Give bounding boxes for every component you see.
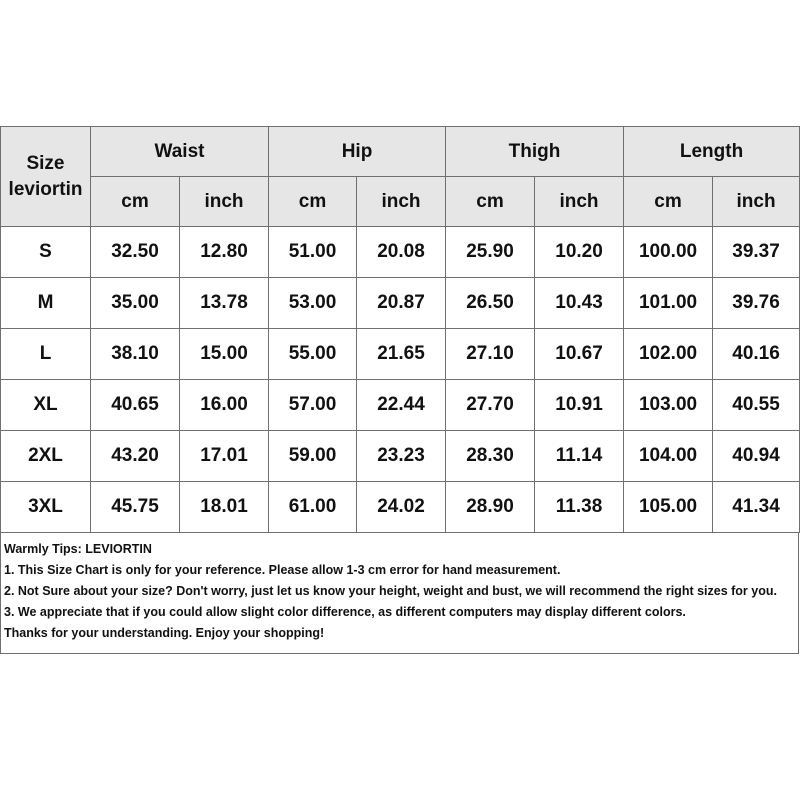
table-cell: 40.65 [91,380,180,431]
table-cell: 41.34 [713,482,800,533]
tips-line: 2. Not Sure about your size? Don't worry, just let us know your height, weight and bust, we will recommend the right sizes for you. [4,584,777,598]
size-header-line1: Size [26,152,65,174]
unit-header: cm [624,177,713,227]
table-cell: 100.00 [624,227,713,278]
tips-line: 3. We appreciate that if you could allow slight color difference, as different computers may display different colors. [4,605,686,619]
table-cell: 20.08 [357,227,446,278]
table-cell: 10.43 [535,278,624,329]
size-cell: 3XL [1,482,91,533]
table-cell: 57.00 [269,380,357,431]
table-cell: 40.55 [713,380,800,431]
table-cell: 28.30 [446,431,535,482]
table-cell: 16.00 [180,380,269,431]
table-cell: 38.10 [91,329,180,380]
table-cell: 12.80 [180,227,269,278]
hip-header: Hip [269,127,446,177]
tips-closing: Thanks for your understanding. Enjoy your shopping! [4,626,325,640]
table-cell: 102.00 [624,329,713,380]
table-cell: 104.00 [624,431,713,482]
table-cell: 35.00 [91,278,180,329]
table-cell: 32.50 [91,227,180,278]
table-row [1,227,800,278]
table-cell: 53.00 [269,278,357,329]
size-cell: L [1,329,91,380]
table-cell: 13.78 [180,278,269,329]
table-cell: 51.00 [269,227,357,278]
table-cell: 55.00 [269,329,357,380]
table-cell: 103.00 [624,380,713,431]
table-cell: 11.38 [535,482,624,533]
size-cell: 2XL [1,431,91,482]
table-cell: 15.00 [180,329,269,380]
size-cell: S [1,227,91,278]
length-header: Length [624,127,800,177]
table-cell: 10.91 [535,380,624,431]
table-cell: 17.01 [180,431,269,482]
size-table [0,126,800,533]
size-cell: XL [1,380,91,431]
table-cell: 105.00 [624,482,713,533]
table-cell: 11.14 [535,431,624,482]
table-cell: 10.20 [535,227,624,278]
unit-header: cm [269,177,357,227]
table-cell: 61.00 [269,482,357,533]
unit-header: inch [357,177,446,227]
table-cell: 18.01 [180,482,269,533]
table-cell: 59.00 [269,431,357,482]
table-row [1,431,800,482]
table-cell: 40.16 [713,329,800,380]
table-cell: 27.10 [446,329,535,380]
table-row [1,278,800,329]
size-header-line2: leviortin [8,178,83,200]
table-cell: 20.87 [357,278,446,329]
table-cell: 26.50 [446,278,535,329]
table-cell: 24.02 [357,482,446,533]
table-cell: 101.00 [624,278,713,329]
unit-header: inch [535,177,624,227]
size-cell: M [1,278,91,329]
table-cell: 21.65 [357,329,446,380]
table-cell: 39.37 [713,227,800,278]
size-header [1,127,91,227]
table-row [1,482,800,533]
unit-header-row [1,177,800,227]
table-cell: 28.90 [446,482,535,533]
tips-line: 1. This Size Chart is only for your reference. Please allow 1-3 cm error for hand measurement. [4,563,561,577]
tips-panel [0,533,799,654]
unit-header: inch [713,177,800,227]
unit-header: cm [446,177,535,227]
table-cell: 40.94 [713,431,800,482]
group-header-row [1,127,800,177]
table-cell: 22.44 [357,380,446,431]
thigh-header: Thigh [446,127,624,177]
table-cell: 10.67 [535,329,624,380]
table-cell: 39.76 [713,278,800,329]
waist-header: Waist [91,127,269,177]
table-cell: 43.20 [91,431,180,482]
table-cell: 27.70 [446,380,535,431]
table-cell: 45.75 [91,482,180,533]
size-chart [0,126,799,654]
unit-header: cm [91,177,180,227]
unit-header: inch [180,177,269,227]
table-cell: 23.23 [357,431,446,482]
tips-title: Warmly Tips: LEVIORTIN [4,542,152,556]
table-cell: 25.90 [446,227,535,278]
table-row [1,329,800,380]
table-row [1,380,800,431]
